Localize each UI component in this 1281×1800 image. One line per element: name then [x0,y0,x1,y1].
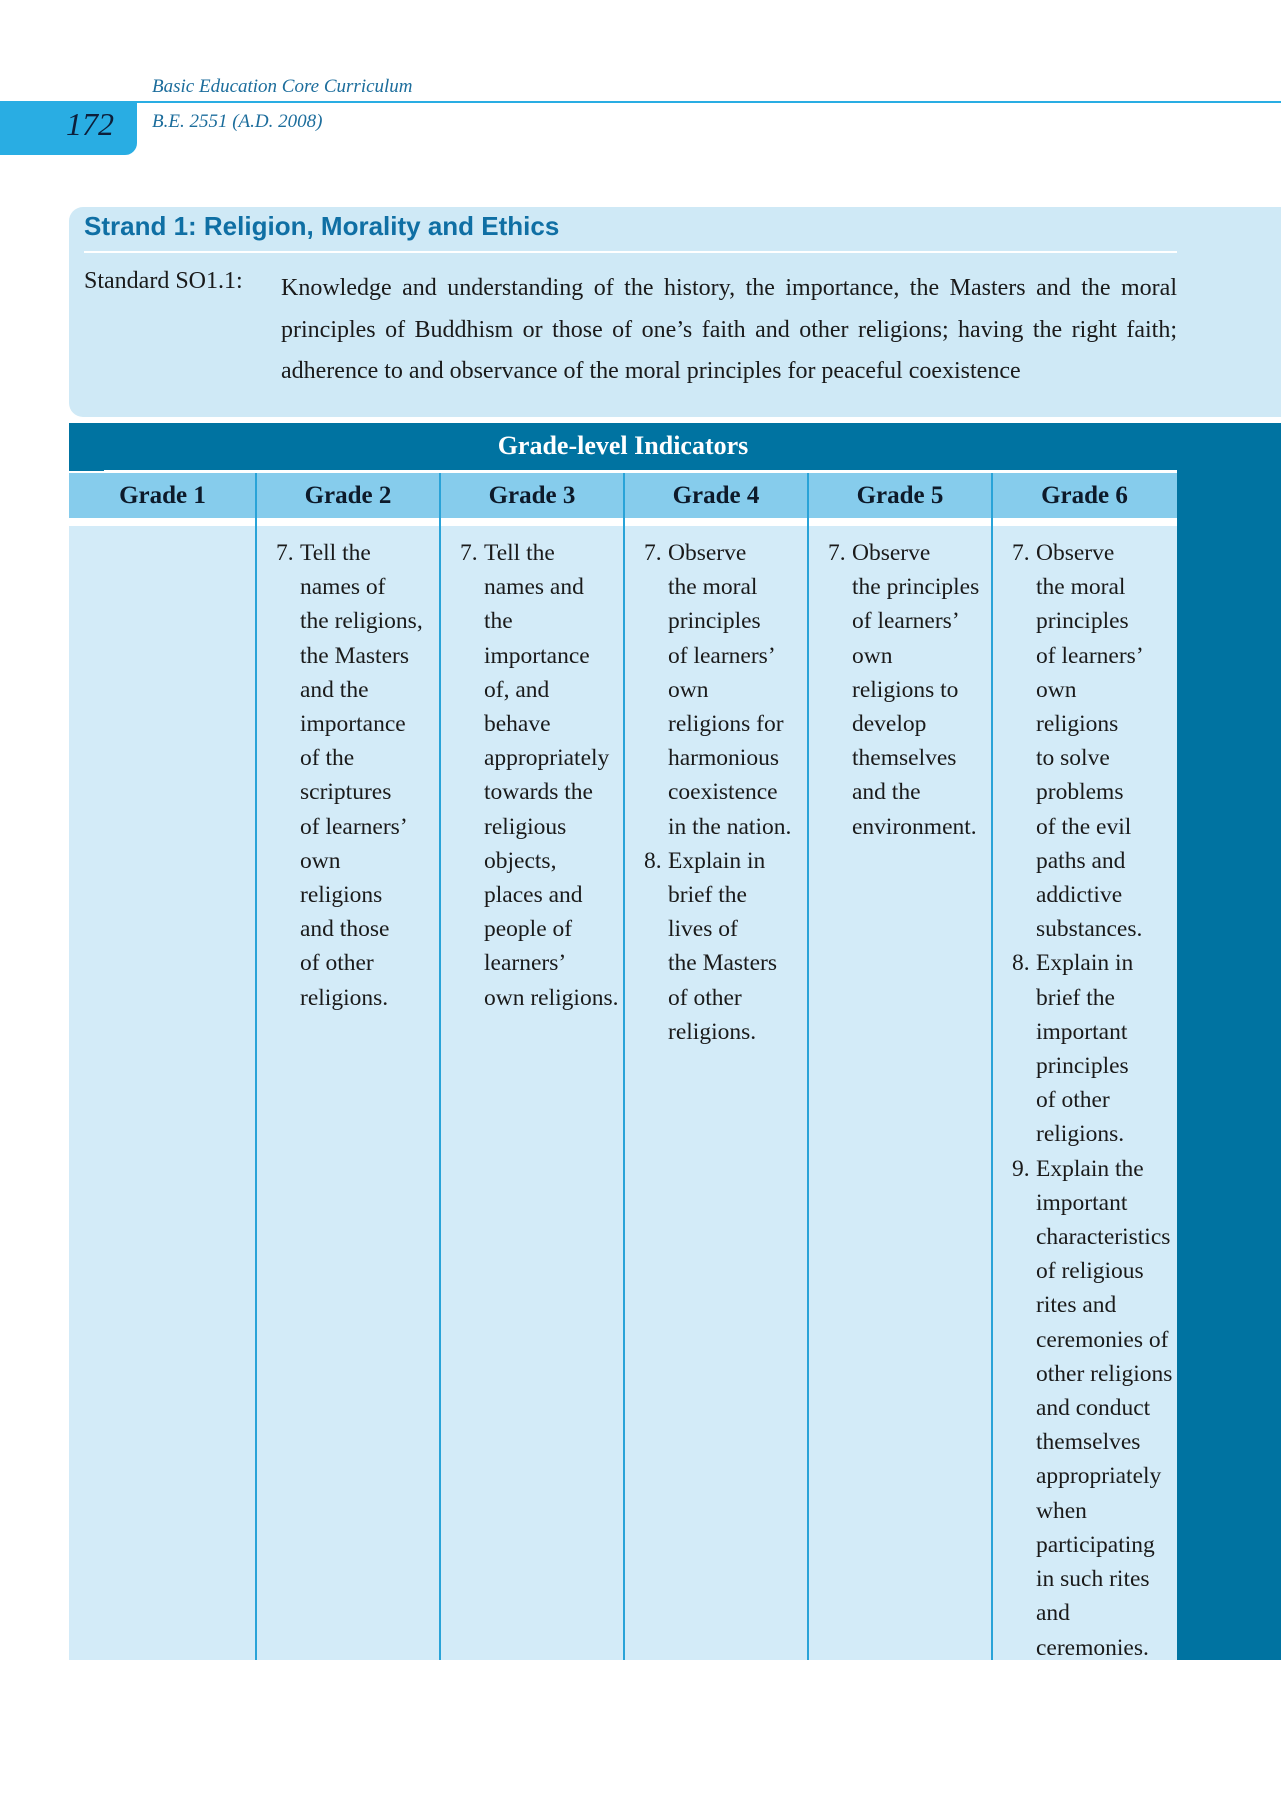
indicator-item [808,536,992,844]
indicator-number: 7. [1012,540,1030,566]
standard-label: Standard SO1.1: [84,268,243,294]
grade-column-4 [624,526,808,1660]
indicator-text: Explain in brief the important principles of other religions. [1036,950,1134,1148]
table-title-rule [104,470,1177,472]
indicator-text: Explain the important characteristics of religious rites and ceremonies of other religions and conduct themselves appropriately when participating in such rites and ceremonies. [1036,1155,1173,1661]
grade-column-6 [992,526,1177,1660]
column-divider [807,473,809,1660]
grade-header-1: Grade 1 [69,473,256,518]
strand-title: Strand 1: Religion, Morality and Ethics [84,211,560,241]
grade-column-1 [69,526,256,1660]
grade-header-6: Grade 6 [992,473,1177,518]
indicator-number: 7. [644,540,662,566]
column-divider [439,473,441,1660]
grade-header-3: Grade 3 [440,473,624,518]
indicator-item [992,1152,1177,1665]
indicator-text: Tell the names of the religions, the Masters and the importance of the scriptures of learners’ own religions and those of other religions. [300,540,423,1011]
indicator-number: 8. [644,847,662,874]
grade-column-5 [808,526,992,1660]
column-divider [623,473,625,1660]
running-header-edition: B.E. 2551 (A.D. 2008) [152,111,323,132]
strand-divider [84,251,1177,253]
indicator-item [624,536,808,844]
grade-column-3 [440,526,624,1660]
standard-text: Knowledge and understanding of the history, the importance, the Masters and the moral principles of Buddhism or those of one’s faith and other religions; having the right faith; adherence to and observance of the moral principles for peaceful coexistence [281,275,1177,384]
indicator-number: 7. [276,540,294,566]
running-header-title: Basic Education Core Curriculum [152,76,413,97]
indicator-number: 8. [1012,950,1030,977]
indicators-title: Grade-level Indicators [497,431,749,460]
indicator-item [440,536,624,1015]
grade-header-4: Grade 4 [624,473,808,518]
indicator-text: Observe the moral principles of learners’ own religions to solve problems of the evil paths and addictive substances. [1036,540,1144,943]
indicator-number: 9. [1012,1155,1030,1182]
indicator-number: 7. [828,540,846,566]
indicator-item [256,536,440,1015]
page-number: 172 [66,106,114,142]
grade-header-2: Grade 2 [256,473,440,518]
indicator-text: Observe the moral principles of learners’ own religions for harmonious coexistence in the nation. [668,540,792,840]
grade-header-5: Grade 5 [808,473,992,518]
header-rule [137,101,1281,103]
indicator-number: 7. [460,540,478,566]
indicator-item [992,536,1177,946]
indicator-item [624,844,808,1049]
indicator-item [992,946,1177,1151]
indicator-text: Explain in brief the lives of the Masters of other religions. [668,847,777,1045]
page-edge-band [1177,423,1281,1660]
grade-column-2 [256,526,440,1660]
column-divider [991,473,993,1660]
indicator-text: Observe the principles of learners’ own religions to develop themselves and the environment. [852,540,980,840]
column-divider [255,473,257,1660]
indicator-text: Tell the names and the importance of, and behave appropriately towards the religious objects, places and people of learners’ own religions. [484,540,619,1011]
